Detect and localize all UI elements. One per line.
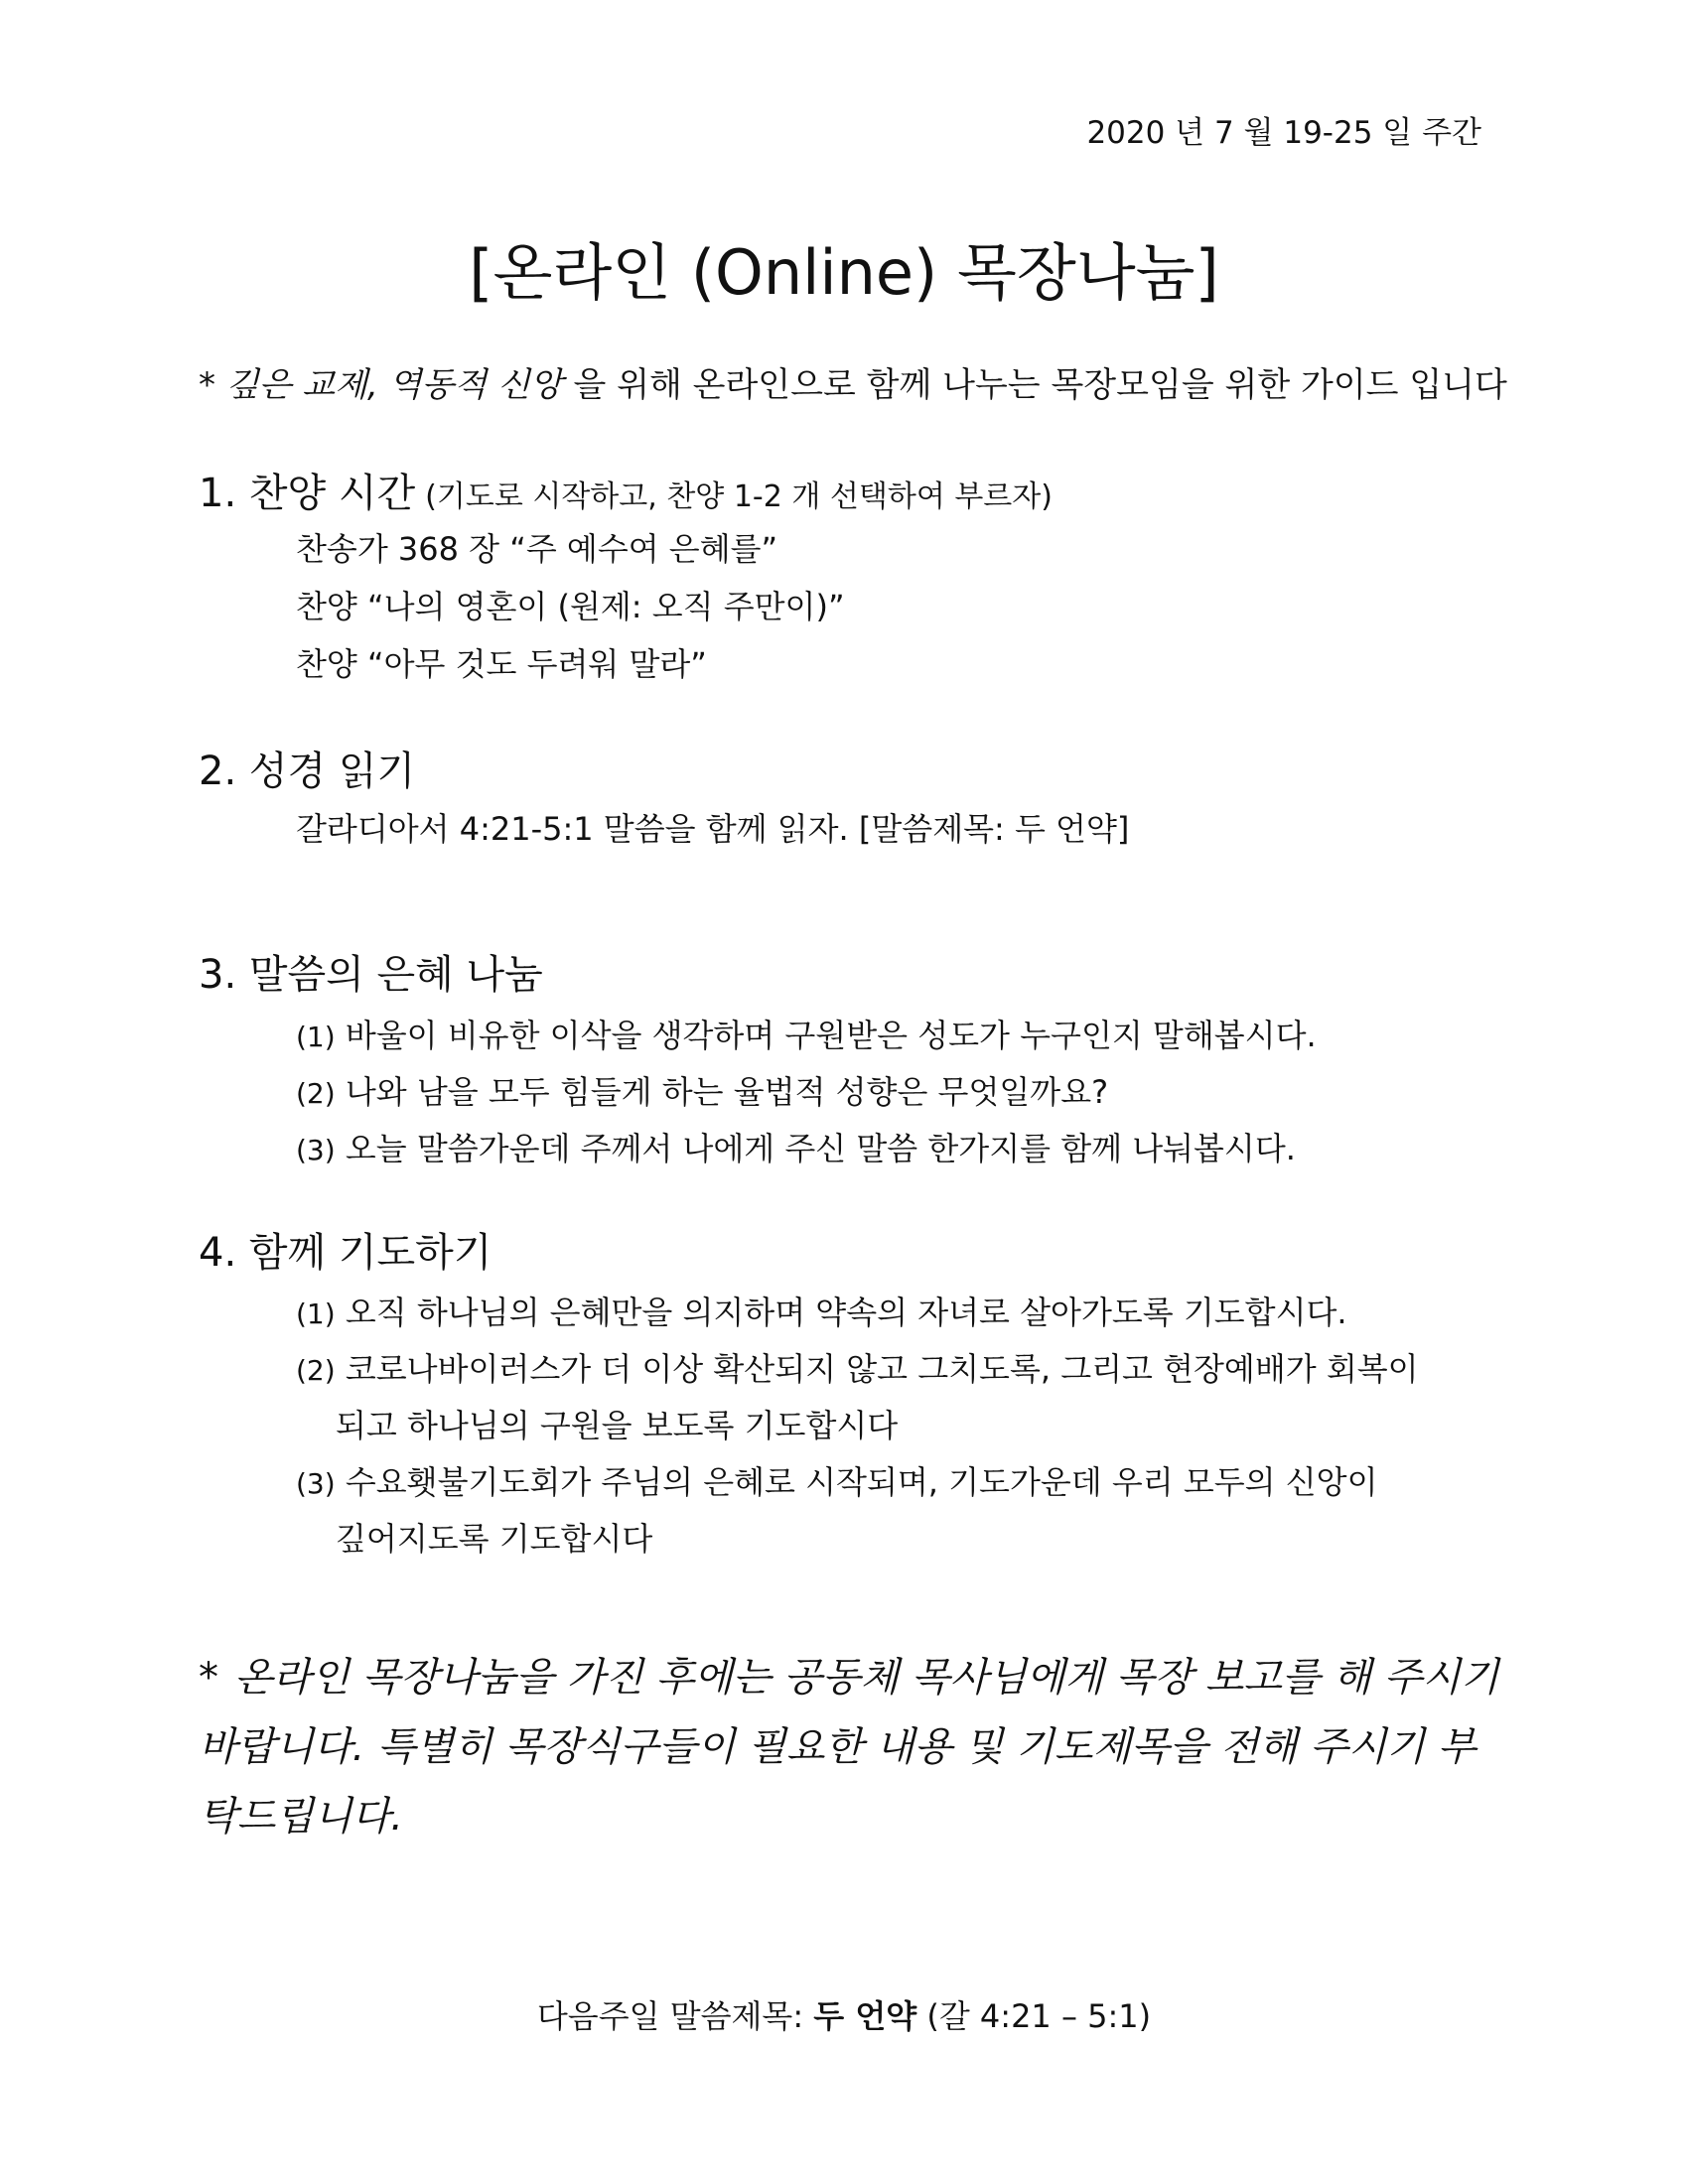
list-item [296, 1011, 1317, 1056]
item-text: 수요횃불기도회가 주님의 은혜로 시작되며, 기도가운데 우리 모두의 신앙이 [345, 1463, 1378, 1501]
list-item-continuation: 깊어지도록 기도합시다 [336, 1520, 653, 1558]
intro-text: 을 위해 온라인으로 함께 나누는 목장모임을 위한 가이드 입니다 [562, 365, 1507, 405]
item-text: 오늘 말씀가운데 주께서 나에게 주신 말씀 한가지를 함께 나눠봅시다. [345, 1130, 1296, 1167]
praise-line: 찬양 “아무 것도 두려워 말라” [296, 645, 707, 683]
list-item [296, 1124, 1296, 1169]
report-request-note [199, 1643, 1509, 1851]
item-text: 바울이 비유한 이삭을 생각하며 구원받은 성도가 누구인지 말해봅시다. [345, 1017, 1317, 1054]
section-4-heading: 4. 함께 기도하기 [199, 1230, 492, 1276]
item-number: (1) [296, 1021, 336, 1053]
item-text: 오직 하나님의 은혜만을 의지하며 약속의 자녀로 살아가도록 기도합시다. [345, 1294, 1347, 1331]
next-sermon-ref: (갈 4:21 – 5:1) [916, 1997, 1152, 2035]
item-number: (1) [296, 1297, 336, 1330]
item-number: (2) [296, 1077, 336, 1110]
intro-line [199, 357, 1507, 406]
list-item [296, 1457, 1378, 1503]
intro-star: * [199, 365, 215, 405]
page-title: [온라인 (Online) 목장나눔] [469, 236, 1219, 309]
note-star: * [199, 1655, 218, 1701]
next-sermon-line [0, 1991, 1688, 2037]
next-sermon-label: 다음주일 말씀제목: [536, 1997, 814, 2035]
intro-italic: 깊은 교제, 역동적 신앙 [225, 365, 563, 405]
section-1-note: (기도로 시작하고, 찬양 1-2 개 선택하여 부르자) [425, 479, 1053, 514]
section-1-heading [199, 462, 1053, 518]
list-item-continuation: 되고 하나님의 구원을 보도록 기도합시다 [336, 1407, 899, 1444]
praise-line: 찬양 “나의 영혼이 (원제: 오직 주만이)” [296, 588, 845, 625]
date-line: 2020 년 7 월 19-25 일 주간 [1086, 115, 1481, 151]
next-sermon-title: 두 언약 [813, 1997, 917, 2035]
item-number: (3) [296, 1467, 336, 1500]
item-text: 나와 남을 모두 힘들게 하는 율법적 성향은 무엇일까요? [345, 1073, 1109, 1111]
item-number: (3) [296, 1134, 336, 1166]
hymn-line: 찬송가 368 장 “주 예수여 은혜를” [296, 530, 778, 568]
note-text: 온라인 목장나눔을 가진 후에는 공동체 목사님에게 목장 보고를 해 주시기 바랍니다. 특별히 목장식구들이 필요한 내용 및 기도제목을 전해 주시기 부탁드립니다. [199, 1655, 1499, 1840]
list-item [296, 1344, 1419, 1390]
list-item [296, 1067, 1108, 1113]
list-item [296, 1288, 1347, 1333]
item-number: (2) [296, 1354, 336, 1387]
item-text: 코로나바이러스가 더 이상 확산되지 않고 그치도록, 그리고 현장예배가 회복이 [345, 1350, 1419, 1388]
section-1-title: 1. 찬양 시간 [199, 471, 416, 516]
scripture-line: 갈라디아서 4:21-5:1 말씀을 함께 읽자. [말씀제목: 두 언약] [296, 810, 1130, 848]
section-2-heading: 2. 성경 읽기 [199, 749, 416, 794]
section-3-heading: 3. 말씀의 은혜 나눔 [199, 952, 543, 998]
